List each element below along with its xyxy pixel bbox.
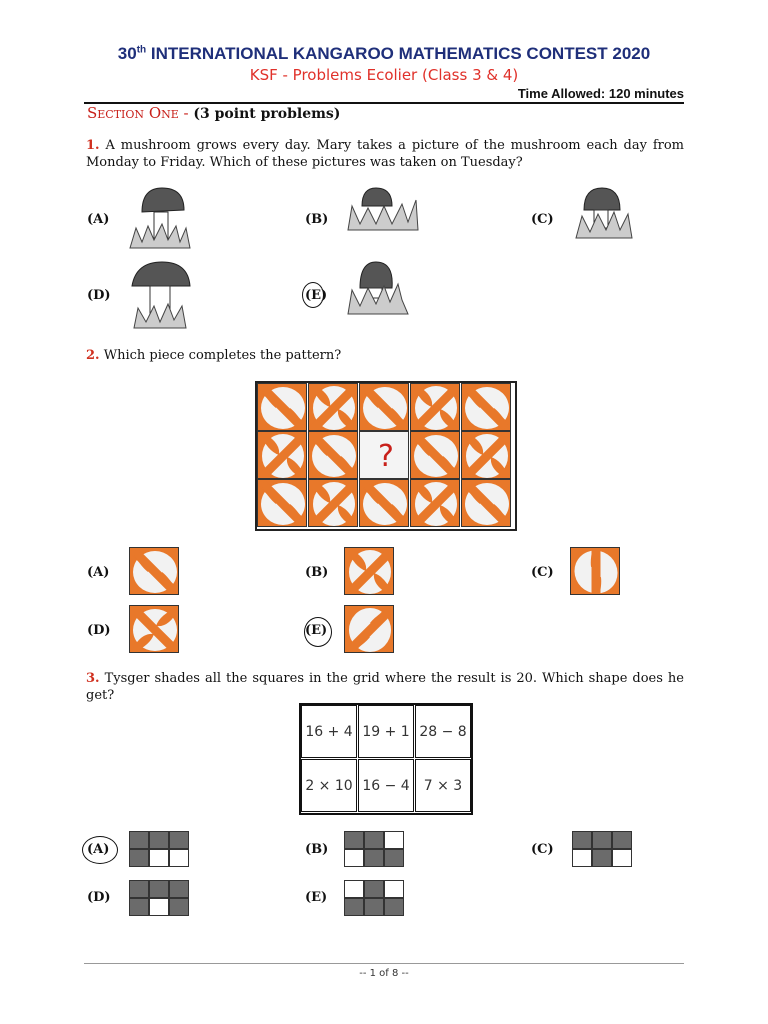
mushroom-a-image (128, 184, 192, 250)
pattern-tile (410, 383, 460, 431)
shape-cell (169, 849, 189, 867)
q3-option-c-label[interactable]: (C) (531, 842, 554, 857)
shape-cell (364, 898, 384, 916)
q1-option-b-label[interactable]: (B) (305, 212, 329, 227)
q1-answer-circle-mark (302, 282, 324, 308)
mushroom-c-image (574, 184, 634, 240)
shape-cell (384, 831, 404, 849)
shape-cell (344, 880, 364, 898)
q2-option-c-tile[interactable] (570, 547, 620, 595)
q3-option-d-shape[interactable] (129, 880, 189, 916)
math-grid (299, 703, 473, 815)
pattern-tile (461, 383, 511, 431)
shape-cell (344, 849, 364, 867)
shape-cell (149, 880, 169, 898)
shape-cell (364, 831, 384, 849)
shape-cell (129, 831, 149, 849)
pattern-tile (308, 383, 358, 431)
q2-option-a-label[interactable]: (A) (87, 565, 110, 580)
shape-cell (129, 880, 149, 898)
shape-cell (592, 831, 612, 849)
shape-cell (384, 898, 404, 916)
shape-cell (344, 831, 364, 849)
shape-cell (149, 849, 169, 867)
section-heading: Section One - (3 point problems) (87, 104, 341, 122)
pattern-tile (461, 479, 511, 527)
shape-cell (169, 898, 189, 916)
footer-divider (84, 963, 684, 964)
missing-piece-question-mark: ? (378, 439, 394, 474)
time-allowed: Time Allowed: 120 minutes (517, 86, 684, 101)
q1-option-d-label[interactable]: (D) (87, 288, 111, 303)
q3-option-a-label[interactable]: (A) (87, 842, 110, 857)
q2-option-e-label[interactable]: (E) (305, 623, 328, 638)
q3-option-b-shape[interactable] (344, 831, 404, 867)
q3-option-d-label[interactable]: (D) (87, 890, 111, 905)
q2-answer-circle-mark (304, 617, 332, 647)
pattern-tile (308, 479, 358, 527)
pattern-tile (257, 431, 307, 479)
q3-option-b-label[interactable]: (B) (305, 842, 329, 857)
q3-option-e-shape[interactable] (344, 880, 404, 916)
shape-cell (149, 898, 169, 916)
q3-answer-circle-mark (82, 836, 118, 864)
q2-option-c-label[interactable]: (C) (531, 565, 554, 580)
question-3: 3. Tysger shades all the squares in the grid where the result is 20. Which shape does he get? (86, 671, 684, 703)
shape-cell (364, 849, 384, 867)
pattern-tile (359, 479, 409, 527)
shape-cell (572, 849, 592, 867)
shape-cell (169, 880, 189, 898)
q2-option-d-tile[interactable] (129, 605, 179, 653)
pattern-tile (410, 479, 460, 527)
mushroom-b-image (346, 184, 420, 234)
shape-cell (612, 849, 632, 867)
page-number: -- 1 of 8 -- (359, 968, 409, 979)
q3-option-a-shape[interactable] (129, 831, 189, 867)
pattern-tile (410, 431, 460, 479)
q2-option-e-tile[interactable] (344, 605, 394, 653)
q3-option-c-shape[interactable] (572, 831, 632, 867)
q2-option-b-label[interactable]: (B) (305, 565, 329, 580)
math-cell: 28 − 8 (415, 705, 471, 758)
question-1: 1. A mushroom grows every day. Mary takes a picture of the mushroom each day from Monday to Friday. Which of these pictures was taken on Tuesday? (86, 138, 684, 170)
q2-option-a-tile[interactable] (129, 547, 179, 595)
pattern-tile (461, 431, 511, 479)
mushroom-e-image (346, 260, 410, 316)
pattern-tile (308, 431, 358, 479)
math-cell: 19 + 1 (358, 705, 414, 758)
q2-option-b-tile[interactable] (344, 547, 394, 595)
math-cell: 2 × 10 (301, 759, 357, 812)
mushroom-d-image (128, 260, 192, 330)
pattern-tile (257, 383, 307, 431)
math-cell: 16 − 4 (358, 759, 414, 812)
q3-option-e-label[interactable]: (E) (305, 890, 328, 905)
q1-option-e-label[interactable]: (E) (305, 288, 328, 303)
question-2: 2. Which piece completes the pattern? (86, 348, 342, 363)
shape-cell (612, 831, 632, 849)
shape-cell (384, 880, 404, 898)
contest-subtitle: KSF - Problems Ecolier (Class 3 & 4) (249, 66, 519, 84)
shape-cell (149, 831, 169, 849)
shape-cell (344, 898, 364, 916)
q2-option-d-label[interactable]: (D) (87, 623, 111, 638)
q1-option-c-label[interactable]: (C) (531, 212, 554, 227)
q1-option-a-label[interactable]: (A) (87, 212, 110, 227)
shape-cell (129, 898, 149, 916)
pattern-tile (359, 383, 409, 431)
math-cell: 16 + 4 (301, 705, 357, 758)
pattern-tile (257, 479, 307, 527)
shape-cell (592, 849, 612, 867)
math-cell: 7 × 3 (415, 759, 471, 812)
shape-cell (129, 849, 149, 867)
shape-cell (572, 831, 592, 849)
shape-cell (364, 880, 384, 898)
shape-cell (169, 831, 189, 849)
contest-title: 30th INTERNATIONAL KANGAROO MATHEMATICS CONTEST 2020 (117, 44, 651, 63)
shape-cell (384, 849, 404, 867)
